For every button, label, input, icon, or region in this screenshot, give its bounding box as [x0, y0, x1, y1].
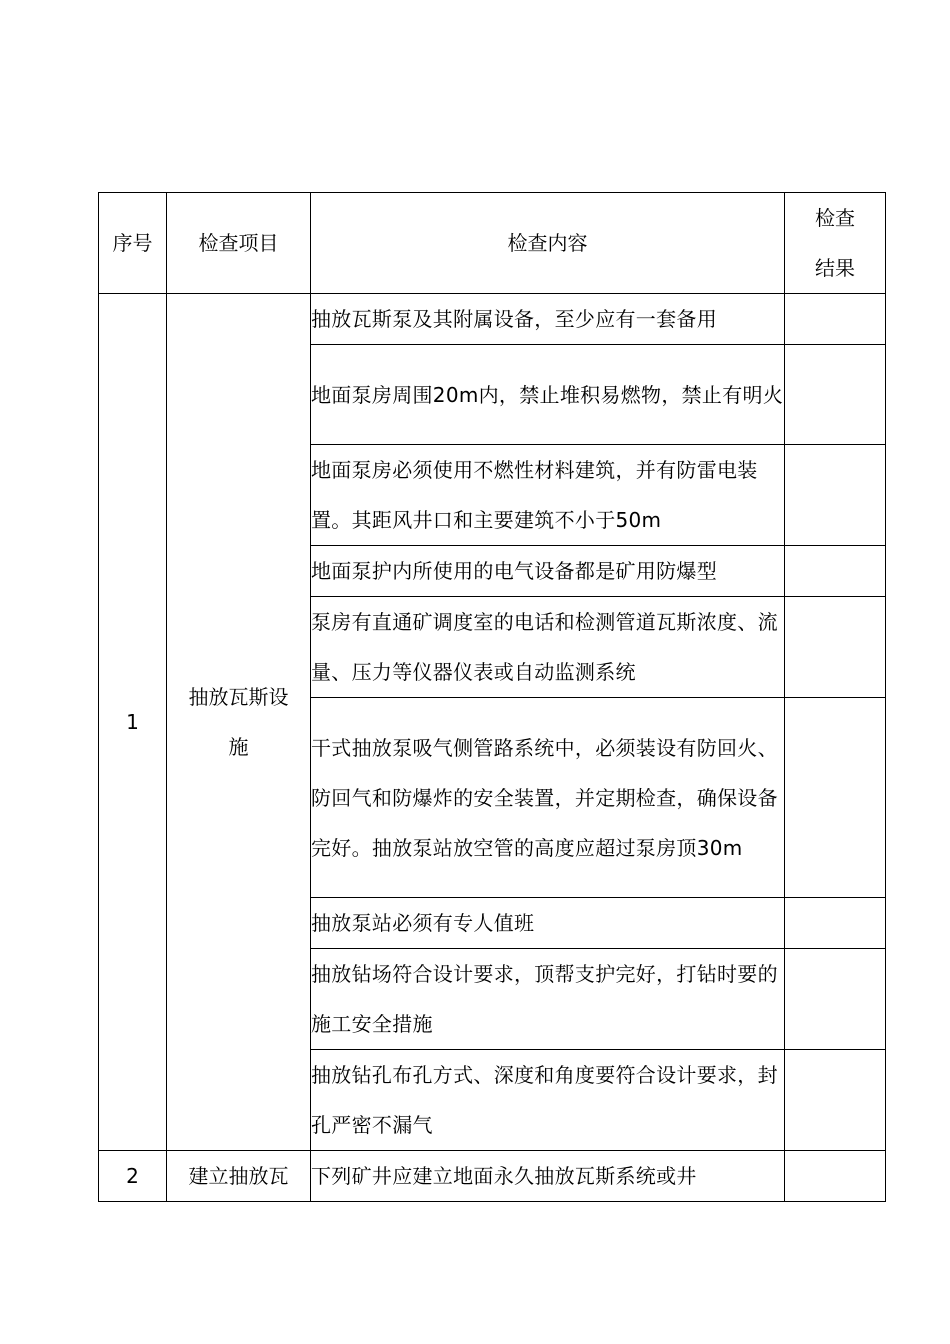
result-cell[interactable] — [785, 698, 886, 898]
check-content: 地面泵房必须使用不燃性材料建筑，并有防雷电装置。其距风井口和主要建筑不小于50m — [311, 445, 785, 546]
check-content: 抽放泵站必须有专人值班 — [311, 898, 785, 949]
header-result — [785, 193, 886, 294]
inspection-table — [98, 192, 886, 1202]
result-cell[interactable] — [785, 1151, 886, 1202]
check-content: 地面泵护内所使用的电气设备都是矿用防爆型 — [311, 546, 785, 597]
header-row — [99, 193, 886, 294]
result-cell[interactable] — [785, 546, 886, 597]
row-index: 2 — [99, 1151, 167, 1202]
result-cell[interactable] — [785, 345, 886, 445]
result-cell[interactable] — [785, 445, 886, 546]
result-cell[interactable] — [785, 1050, 886, 1151]
header-result-label: 检查结果 — [815, 206, 855, 280]
check-content: 干式抽放泵吸气侧管路系统中，必须装设有防回火、防回气和防爆炸的安全装置，并定期检查，确保设备完好。抽放泵站放空管的高度应超过泵房顶30m — [311, 698, 785, 898]
result-cell[interactable] — [785, 898, 886, 949]
row-item — [167, 294, 311, 1151]
row-item-label: 抽放瓦斯设施 — [188, 685, 289, 759]
result-cell[interactable] — [785, 294, 886, 345]
result-cell[interactable] — [785, 597, 886, 698]
check-content: 地面泵房周围20m内，禁止堆积易燃物，禁止有明火 — [311, 345, 785, 445]
header-index: 序号 — [99, 193, 167, 294]
header-item: 检查项目 — [167, 193, 311, 294]
check-content: 泵房有直通矿调度室的电话和检测管道瓦斯浓度、流量、压力等仪器仪表或自动监测系统 — [311, 597, 785, 698]
check-content: 抽放瓦斯泵及其附属设备，至少应有一套备用 — [311, 294, 785, 345]
header-content: 检查内容 — [311, 193, 785, 294]
result-cell[interactable] — [785, 949, 886, 1050]
table-row — [99, 1151, 886, 1202]
check-content: 抽放钻场符合设计要求，顶帮支护完好，打钻时要的施工安全措施 — [311, 949, 785, 1050]
row-item: 建立抽放瓦 — [167, 1151, 311, 1202]
table-row — [99, 294, 886, 345]
check-content: 抽放钻孔布孔方式、深度和角度要符合设计要求，封孔严密不漏气 — [311, 1050, 785, 1151]
check-content: 下列矿井应建立地面永久抽放瓦斯系统或井 — [311, 1151, 785, 1202]
row-index: 1 — [99, 294, 167, 1151]
